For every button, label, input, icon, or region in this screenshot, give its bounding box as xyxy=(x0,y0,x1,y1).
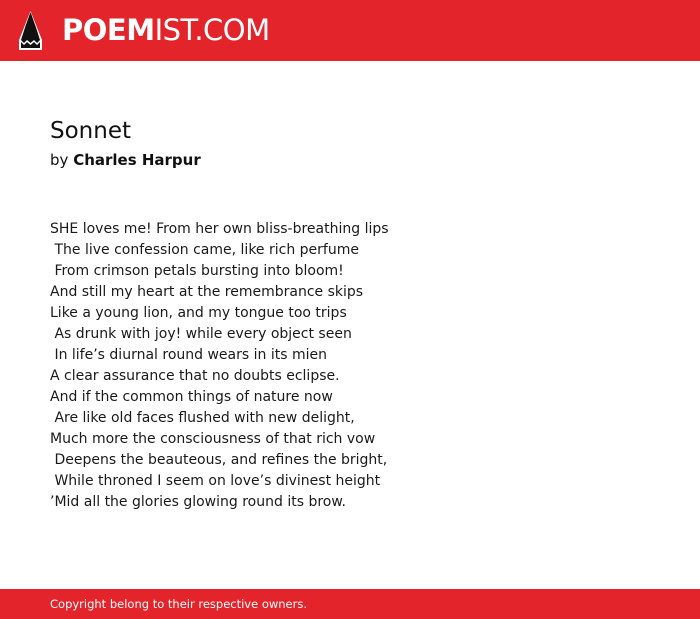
logo-wordmark-bold: POEM xyxy=(62,13,155,47)
poem-line: SHE loves me! From her own bliss-breathing lips xyxy=(50,221,389,237)
poem-title: Sonnet xyxy=(50,118,131,144)
byline-prefix: by xyxy=(50,151,69,169)
poem-body xyxy=(50,219,650,513)
poem-line: ’Mid all the glories glowing round its brow. xyxy=(50,494,346,510)
site-header xyxy=(0,0,700,61)
copyright-notice: Copyright belong to their respective owners. xyxy=(50,597,308,611)
poem-line: Much more the consciousness of that rich vow xyxy=(50,431,376,447)
poem-byline xyxy=(50,150,650,170)
site-logo-link[interactable] xyxy=(18,10,270,51)
site-footer xyxy=(0,589,700,619)
poem-line: A clear assurance that no doubts eclipse. xyxy=(50,368,340,384)
poem-content xyxy=(50,112,650,513)
logo-wordmark xyxy=(62,10,270,51)
poem-author: Charles Harpur xyxy=(73,151,201,169)
poem-line: While throned I seem on love’s divinest height xyxy=(50,473,381,489)
poem-line: Deepens the beauteous, and refines the bright, xyxy=(50,452,388,468)
poem-line: From crimson petals bursting into bloom! xyxy=(50,263,344,279)
poem-line: Are like old faces flushed with new delight, xyxy=(50,410,355,426)
poem-line: And still my heart at the remembrance skips xyxy=(50,284,364,300)
poem-line: In life’s diurnal round wears in its mien xyxy=(50,347,327,363)
logo-wordmark-light: IST.COM xyxy=(154,13,270,47)
poem-line: Like a young lion, and my tongue too trips xyxy=(50,305,347,321)
poem-line: The live confession came, like rich perfume xyxy=(50,242,359,258)
poem-line: And if the common things of nature now xyxy=(50,389,333,405)
pencil-icon xyxy=(18,10,43,51)
poem-line: As drunk with joy! while every object seen xyxy=(50,326,352,342)
